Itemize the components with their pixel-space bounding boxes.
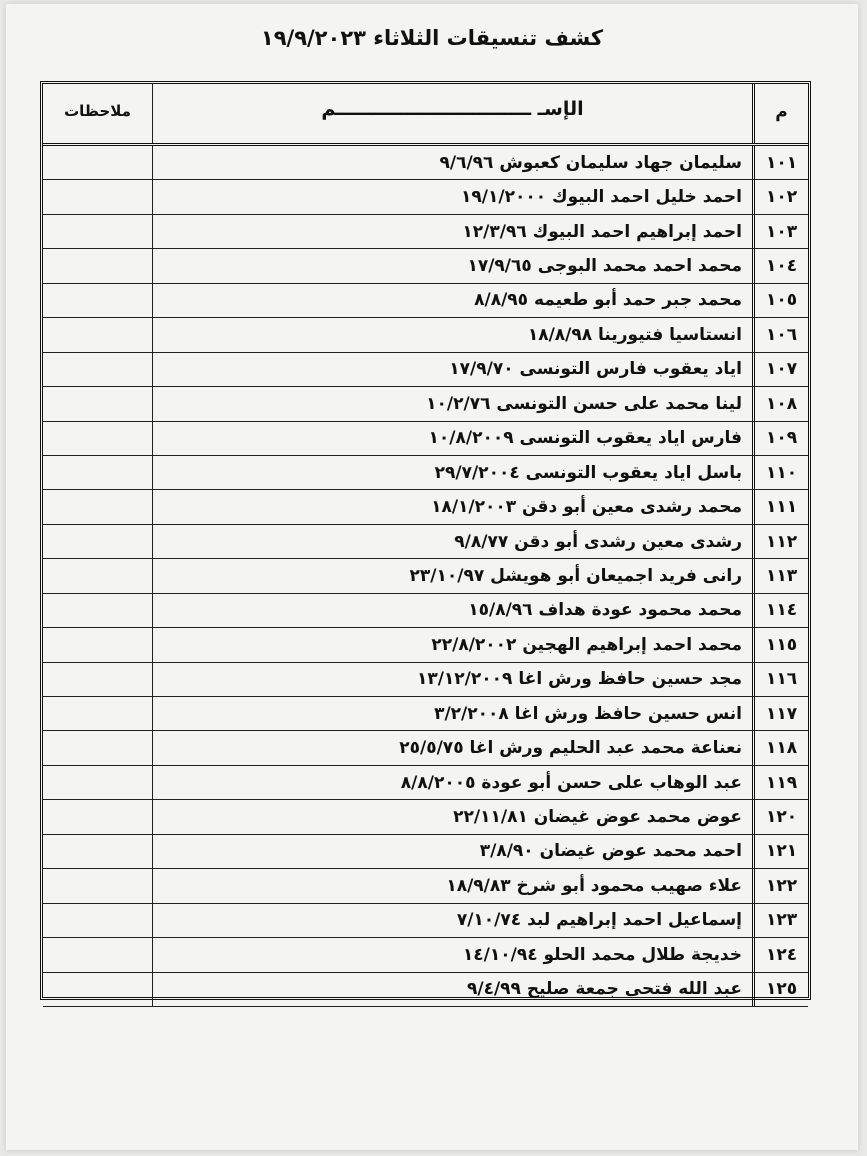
- table-row: [43, 422, 808, 456]
- row-name: عبد الوهاب على حسن أبو عودة ٨/٨/٢٠٠٥: [152, 766, 752, 799]
- row-note: [43, 215, 152, 248]
- row-name: خديجة طلال محمد الحلو ١٤/١٠/٩٤: [152, 938, 752, 971]
- row-note: [43, 284, 152, 317]
- row-note: [43, 249, 152, 282]
- table-row: [43, 387, 808, 421]
- table-row: [43, 973, 808, 1007]
- table-row: [43, 180, 808, 214]
- row-name: عوض محمد عوض غيضان ٢٢/١١/٨١: [152, 800, 752, 833]
- row-number: ١٢٣: [752, 904, 808, 937]
- row-number: ١١٢: [752, 525, 808, 558]
- table-row: [43, 628, 808, 662]
- row-number: ١٠٥: [752, 284, 808, 317]
- row-note: [43, 835, 152, 868]
- row-name: سليمان جهاد سليمان كعبوش ٩/٦/٩٦: [152, 146, 752, 179]
- row-name: لينا محمد على حسن التونسى ١٠/٢/٧٦: [152, 387, 752, 420]
- row-name: علاء صهيب محمود أبو شرخ ١٨/٩/٨٣: [152, 869, 752, 902]
- table-row: [43, 215, 808, 249]
- row-note: [43, 731, 152, 764]
- table-body: [43, 146, 808, 1007]
- table-row: [43, 490, 808, 524]
- row-number: ١١٩: [752, 766, 808, 799]
- row-note: [43, 800, 152, 833]
- row-note: [43, 353, 152, 386]
- row-note: [43, 869, 152, 902]
- row-name: محمد جبر حمد أبو طعيمه ٨/٨/٩٥: [152, 284, 752, 317]
- row-note: [43, 697, 152, 730]
- table-row: [43, 904, 808, 938]
- table-header-row: [43, 84, 808, 146]
- row-number: ١١١: [752, 490, 808, 523]
- row-name: احمد إبراهيم احمد البيوك ١٢/٣/٩٦: [152, 215, 752, 248]
- row-name: انستاسيا فتيورينا ١٨/٨/٩٨: [152, 318, 752, 351]
- row-note: [43, 490, 152, 523]
- row-note: [43, 938, 152, 971]
- row-name: فارس اياد يعقوب التونسى ١٠/٨/٢٠٠٩: [152, 422, 752, 455]
- row-number: ١٢٤: [752, 938, 808, 971]
- row-name: اياد يعقوب فارس التونسى ١٧/٩/٧٠: [152, 353, 752, 386]
- row-note: [43, 766, 152, 799]
- table-row: [43, 146, 808, 180]
- table-row: [43, 869, 808, 903]
- row-name: احمد خليل احمد البيوك ١٩/١/٢٠٠٠: [152, 180, 752, 213]
- row-number: ١١٧: [752, 697, 808, 730]
- row-name: باسل اياد يعقوب التونسى ٢٩/٧/٢٠٠٤: [152, 456, 752, 489]
- row-name: احمد محمد عوض غيضان ٣/٨/٩٠: [152, 835, 752, 868]
- row-name: مجد حسين حافظ ورش اغا ١٣/١٢/٢٠٠٩: [152, 663, 752, 696]
- row-number: ١١٠: [752, 456, 808, 489]
- table-row: [43, 766, 808, 800]
- row-name: نعناعة محمد عبد الحليم ورش اغا ٢٥/٥/٧٥: [152, 731, 752, 764]
- table-row: [43, 249, 808, 283]
- row-number: ١١٣: [752, 559, 808, 592]
- row-name: محمد رشدى معين أبو دقن ١٨/١/٢٠٠٣: [152, 490, 752, 523]
- header-number: م: [752, 84, 808, 143]
- table-row: [43, 663, 808, 697]
- row-note: [43, 318, 152, 351]
- row-note: [43, 904, 152, 937]
- row-note: [43, 146, 152, 179]
- row-number: ١٢٥: [752, 973, 808, 1006]
- table-row: [43, 456, 808, 490]
- row-number: ١٠١: [752, 146, 808, 179]
- table-row: [43, 697, 808, 731]
- row-number: ١١٤: [752, 594, 808, 627]
- row-name: محمد احمد محمد البوجى ١٧/٩/٦٥: [152, 249, 752, 282]
- table-row: [43, 731, 808, 765]
- header-notes: ملاحظات: [64, 102, 131, 120]
- table-row: [43, 353, 808, 387]
- row-number: ١١٥: [752, 628, 808, 661]
- row-number: ١٠٤: [752, 249, 808, 282]
- row-note: [43, 628, 152, 661]
- row-number: ١١٨: [752, 731, 808, 764]
- row-note: [43, 663, 152, 696]
- table-row: [43, 835, 808, 869]
- page-title: كشف تنسيقات الثلاثاء ١٩/٩/٢٠٢٣: [260, 26, 604, 50]
- header-name: الإسـ ــــــــــــــــــــــــــــــم: [152, 84, 752, 143]
- row-note: [43, 387, 152, 420]
- row-number: ١٠٦: [752, 318, 808, 351]
- row-note: [43, 422, 152, 455]
- row-number: ١١٦: [752, 663, 808, 696]
- row-name: إسماعيل احمد إبراهيم لبد ٧/١٠/٧٤: [152, 904, 752, 937]
- names-table: [40, 81, 811, 1000]
- row-number: ١٢١: [752, 835, 808, 868]
- row-number: ١٠٧: [752, 353, 808, 386]
- row-note: [43, 456, 152, 489]
- paper-sheet: [6, 4, 858, 1150]
- row-note: [43, 559, 152, 592]
- row-name: انس حسين حافظ ورش اغا ٣/٢/٢٠٠٨: [152, 697, 752, 730]
- row-note: [43, 973, 152, 1006]
- table-row: [43, 594, 808, 628]
- row-name: محمد محمود عودة هداف ١٥/٨/٩٦: [152, 594, 752, 627]
- row-number: ١٠٩: [752, 422, 808, 455]
- row-number: ١٠٨: [752, 387, 808, 420]
- row-number: ١٢٢: [752, 869, 808, 902]
- table-row: [43, 525, 808, 559]
- row-name: محمد احمد إبراهيم الهجين ٢٢/٨/٢٠٠٢: [152, 628, 752, 661]
- row-number: ١٠٢: [752, 180, 808, 213]
- row-name: رشدى معين رشدى أبو دقن ٩/٨/٧٧: [152, 525, 752, 558]
- row-note: [43, 594, 152, 627]
- row-number: ١٠٣: [752, 215, 808, 248]
- row-name: رانى فريد اجميعان أبو هويشل ٢٣/١٠/٩٧: [152, 559, 752, 592]
- table-row: [43, 800, 808, 834]
- row-name: عبد الله فتحى جمعة صليح ٩/٤/٩٩: [152, 973, 752, 1006]
- row-note: [43, 525, 152, 558]
- row-note: [43, 180, 152, 213]
- row-number: ١٢٠: [752, 800, 808, 833]
- table-row: [43, 559, 808, 593]
- table-row: [43, 284, 808, 318]
- table-row: [43, 318, 808, 352]
- table-row: [43, 938, 808, 972]
